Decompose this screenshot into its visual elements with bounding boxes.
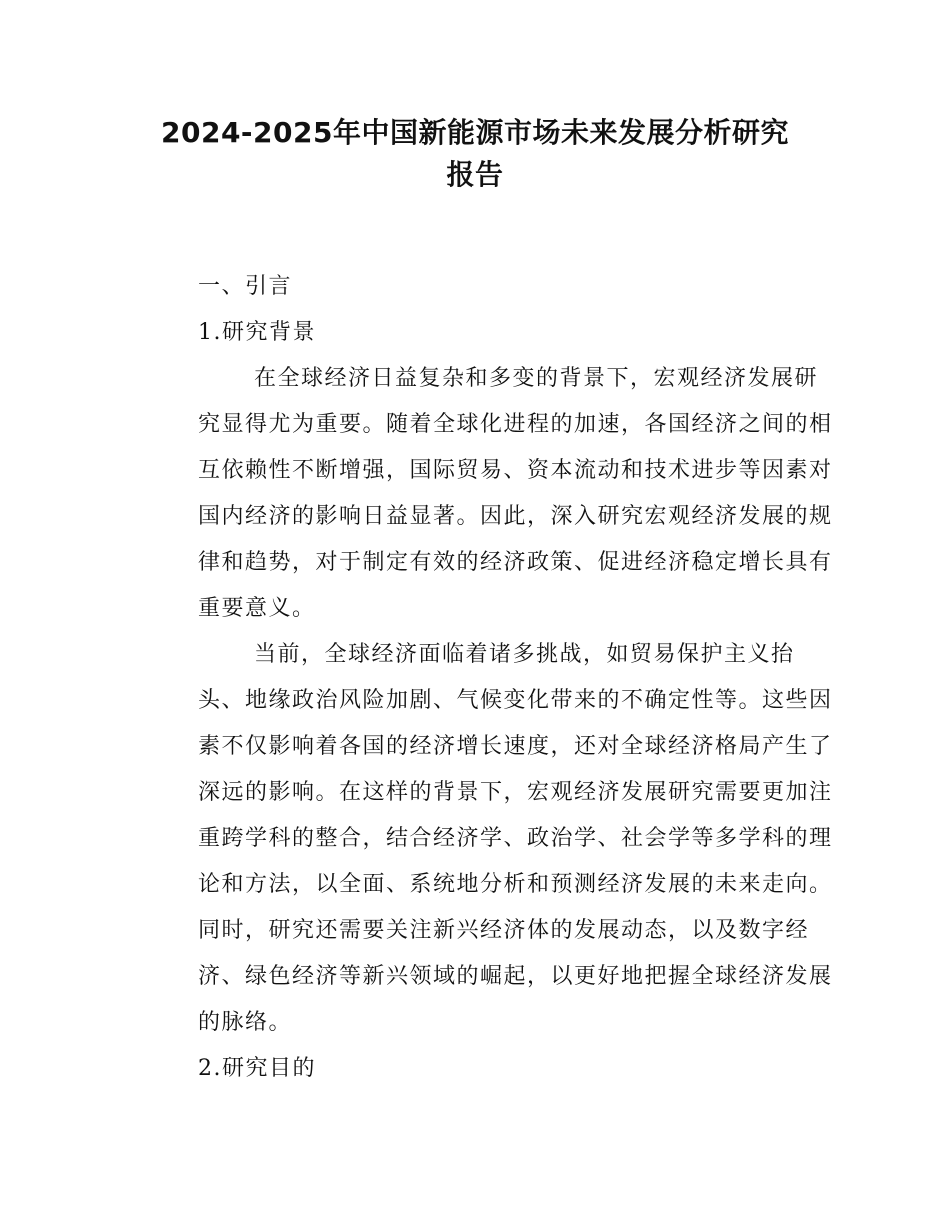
- title-line-2: 报告: [446, 158, 504, 191]
- document-title: [110, 112, 840, 196]
- paragraph-line: 济、绿色经济等新兴领域的崛起，以更好地把握全球经济发展: [198, 964, 833, 989]
- paragraph-line: 同时，研究还需要关注新兴经济体的发展动态，以及数字经: [198, 918, 810, 943]
- paragraph-line: 在全球经济日益复杂和多变的背景下，宏观经济发展研: [254, 366, 819, 391]
- section-heading-introduction: 一、引言: [198, 274, 293, 299]
- paragraph-line: 律和趋势，对于制定有效的经济政策、促进经济稳定增长具有: [198, 550, 833, 575]
- paragraph-1: [142, 356, 833, 632]
- paragraph-2: [142, 632, 833, 1046]
- subsection-heading-research-purpose: 2.研究目的: [198, 1056, 316, 1081]
- paragraph-line: 深远的影响。在这样的背景下，宏观经济发展研究需要更加注: [198, 780, 833, 805]
- paragraph-line: 的脉络。: [198, 1010, 293, 1035]
- document-body: [142, 264, 833, 1092]
- paragraph-line: 究显得尤为重要。随着全球化进程的加速，各国经济之间的相: [198, 412, 833, 437]
- paragraph-line: 互依赖性不断增强，国际贸易、资本流动和技术进步等因素对: [198, 458, 833, 483]
- paragraph-line: 国内经济的影响日益显著。因此，深入研究宏观经济发展的规: [198, 504, 833, 529]
- paragraph-line: 重跨学科的整合，结合经济学、政治学、社会学等多学科的理: [198, 826, 833, 851]
- subsection-heading-research-background: 1.研究背景: [198, 320, 316, 345]
- title-line-1: 2024-2025年中国新能源市场未来发展分析研究: [161, 116, 789, 149]
- paragraph-line: 重要意义。: [198, 596, 316, 621]
- paragraph-line: 头、地缘政治风险加剧、气候变化带来的不确定性等。这些因: [198, 688, 833, 713]
- paragraph-line: 当前，全球经济面临着诸多挑战，如贸易保护主义抬: [254, 642, 795, 667]
- paragraph-line: 论和方法，以全面、系统地分析和预测经济发展的未来走向。: [198, 872, 833, 897]
- paragraph-line: 素不仅影响着各国的经济增长速度，还对全球经济格局产生了: [198, 734, 833, 759]
